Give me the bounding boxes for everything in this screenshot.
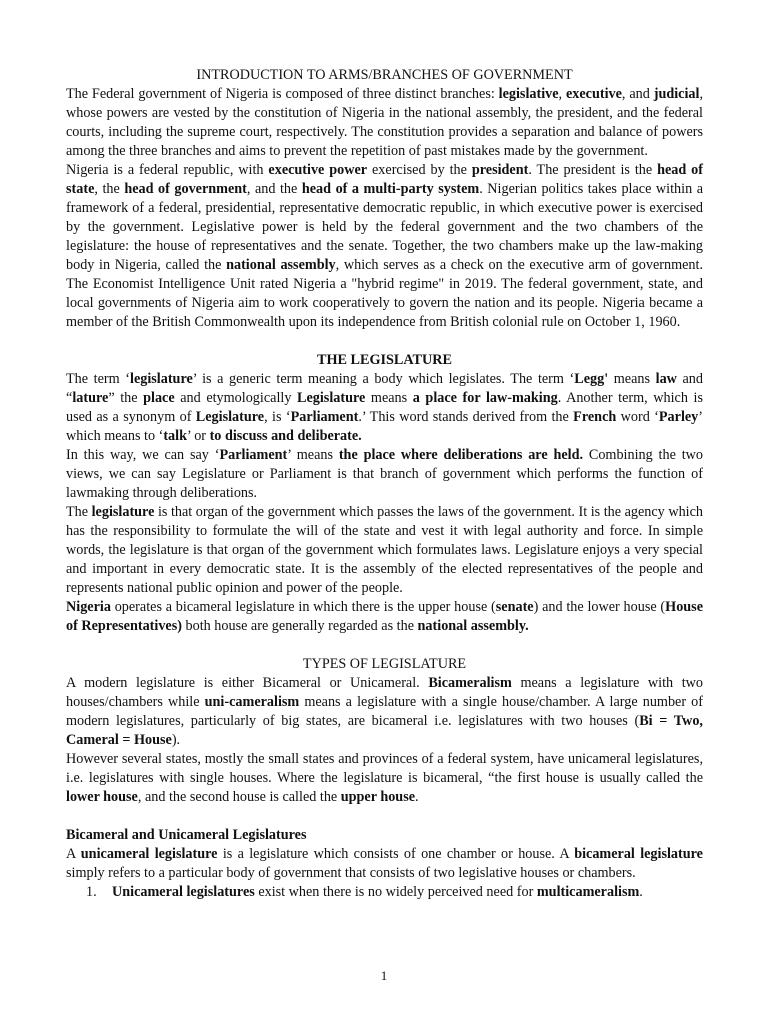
types-paragraph-2: However several states, mostly the small states and provinces of a federal system, have unicameral legislatures, i.e. legislatures with single houses. Where the legislature is bicameral, “the first house is usually called the lower house, and the second house is called the upper house. [66, 751, 703, 805]
legislature-paragraph-2: In this way, we can say ‘Parliament’ means the place where deliberations are held. Combining the two views, we can say Legislature or Parliament is that branch of government which performs the function of lawmaking through deliberations. [66, 447, 704, 501]
page-number: 1 [380, 968, 388, 983]
legislature-paragraph-1: The term ‘legislature’ is a generic term meaning a body which legislates. The term ‘Legg' means law and “lature” the place and etymologically Legislature means a place for law-making. Another term, which is used as a synonym of Legislature, is ‘Parliament.’ This word stands derived from the French word ‘Parley’ which means to ‘talk’ or to discuss and deliberate. [66, 371, 704, 444]
list-item-text: Unicameral legislatures exist when there is no widely perceived need for multicameralism. [112, 884, 643, 900]
document-title: INTRODUCTION TO ARMS/BRANCHES OF GOVERNMENT [196, 67, 573, 83]
intro-paragraph-1: The Federal government of Nigeria is composed of three distinct branches: legislative, executive, and judicial, whose powers are vested by the constitution of Nigeria in the national assembly, the president, and the federal courts, including the supreme court, respectively. The constitution provides a separation and balance of powers among the three branches and aims to prevent the repetition of past mistakes made by the government. [66, 86, 703, 159]
spacer [66, 636, 703, 655]
section-heading-legislature: THE LEGISLATURE [317, 352, 452, 368]
legislature-paragraph-3: The legislature is that organ of the government which passes the laws of the government. It is the agency which has the responsibility to formulate the will of the state and vest it with legal authority and force. In simple words, the legislature is that organ of the government which formulates laws. Legislature enjoys a very special and important in every democratic state. It is the assembly of the elected representatives of the people and represents national public opinion and power of the people. [66, 504, 703, 596]
spacer [66, 807, 703, 826]
list-item-number: 1. [86, 884, 97, 900]
legislature-paragraph-4: Nigeria operates a bicameral legislature in which there is the upper house (senate) and the lower house (House of Representatives) both house are generally regarded as the national assembly. [66, 599, 703, 634]
bicameral-paragraph-1: A unicameral legislature is a legislature which consists of one chamber or house. A bicameral legislature simply refers to a particular body of government that consists of two legislative houses or chambers. [66, 846, 703, 881]
numbered-list [66, 883, 703, 902]
spacer [66, 332, 703, 351]
intro-paragraph-2: Nigeria is a federal republic, with executive power exercised by the president. The president is the head of state, the head of government, and the head of a multi-party system. Nigerian politics takes place within a framework of a federal, presidential, representative democratic republic, in which executive power is exercised by the government. Legislative power is held by the federal government and the two chambers of the legislature: the house of representatives and the senate. Together, the two chambers make up the law-making body in Nigeria, called the national assembly, which serves as a check on the executive arm of government. The Economist Intelligence Unit rated Nigeria a "hybrid regime" in 2019. The federal government, state, and local governments of Nigeria aim to work cooperatively to govern the nation and its people. Nigeria became a member of the British Commonwealth upon its independence from British colonial rule on October 1, 1960. [66, 162, 703, 330]
section-heading-types: TYPES OF LEGISLATURE [302, 656, 467, 672]
subheading-bicameral-unicameral: Bicameral and Unicameral Legislatures [66, 827, 307, 843]
list-item [66, 883, 703, 902]
document-body [66, 66, 703, 902]
types-paragraph-1: A modern legislature is either Bicameral or Unicameral. Bicameralism means a legislature with two houses/chambers while uni-cameralism means a legislature with a single house/chamber. A large number of modern legislatures, particularly of big states, are bicameral i.e. legislatures with two houses (Bi = Two, Cameral = House). [66, 675, 703, 748]
